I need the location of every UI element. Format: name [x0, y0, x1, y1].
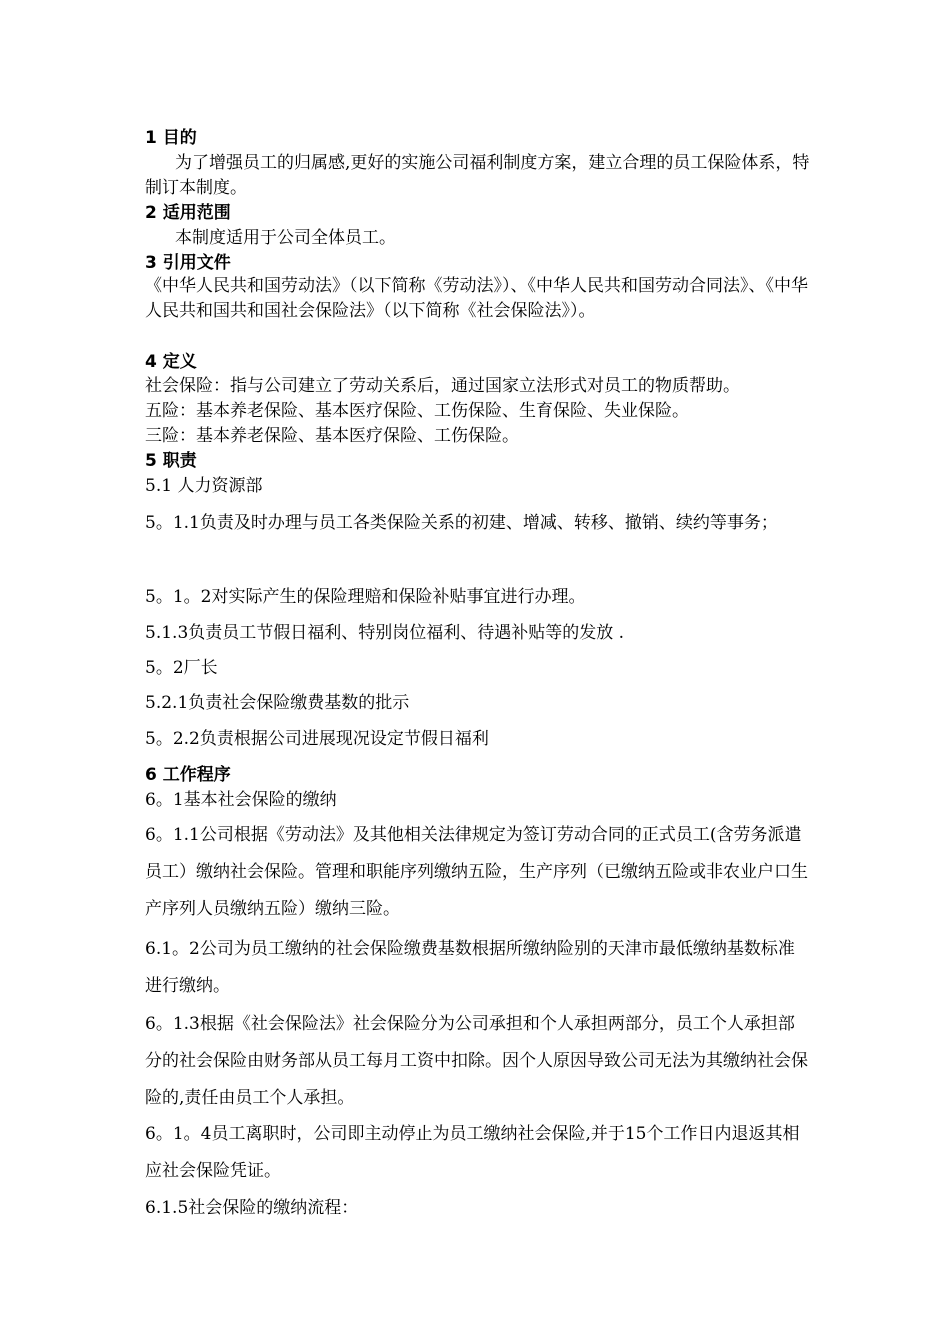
clause-5-1-2: 5。1。2对实际产生的保险理赔和保险补贴事宜进行办理。	[145, 587, 586, 607]
clause-6-1-3: 6。1.3根据《社会保险法》社会保险分为公司承担和个人承担两部分，员工个人承担部分的社会保险由财务部从员工每月工资中扣除。因个人原因导致公司无法为其缴纳社会保险的,责任由员工个人承担。	[145, 1014, 808, 1108]
clause-5-2-1: 5.2.1负责社会保险缴费基数的批示	[145, 693, 410, 713]
section-1-heading: 1 目的	[145, 128, 197, 148]
section-1-paragraph: 为了增强员工的归属感,更好的实施公司福利制度方案，建立合理的员工保险体系，特制订本制度。	[145, 153, 810, 198]
definition-three-insurances: 三险：基本养老保险、基本医疗保险、工伤保险。	[145, 426, 519, 446]
clause-6-1-4: 6。1。4员工离职时，公司即主动停止为员工缴纳社会保险,并于15个工作日内退返其相应社会保险凭证。	[145, 1124, 800, 1181]
clause-5-1-3: 5.1.3负责员工节假日福利、特别岗位福利、待遇补贴等的发放 .	[145, 623, 625, 643]
section-6-heading: 6 工作程序	[145, 765, 231, 785]
section-2-heading: 2 适用范围	[145, 203, 231, 223]
subsection-5-2: 5。2厂长	[145, 658, 218, 678]
definition-five-insurances: 五险：基本养老保险、基本医疗保险、工伤保险、生育保险、失业保险。	[145, 401, 689, 421]
clause-5-2-2: 5。2.2负责根据公司进展现况设定节假日福利	[145, 729, 489, 749]
clause-6-1-2: 6.1。2公司为员工缴纳的社会保险缴费基数根据所缴纳险别的天津市最低缴纳基数标准进行缴纳。	[145, 939, 795, 996]
subsection-5-1: 5.1 人力资源部	[145, 476, 263, 496]
subsection-6-1: 6。1基本社会保险的缴纳	[145, 790, 337, 810]
section-2-paragraph: 本制度适用于公司全体员工。	[175, 228, 396, 248]
section-5-heading: 5 职责	[145, 451, 197, 471]
definition-social-insurance: 社会保险：指与公司建立了劳动关系后，通过国家立法形式对员工的物质帮助。	[145, 376, 740, 396]
clause-5-1-1: 5。1.1负责及时办理与员工各类保险关系的初建、增减、转移、撤销、续约等事务；	[145, 513, 778, 533]
clause-6-1-5: 6.1.5社会保险的缴纳流程：	[145, 1198, 359, 1218]
section-3-paragraph: 《中华人民共和国劳动法》（以下简称《劳动法》）、《中华人民共和国劳动合同法》、《中华人民共和国共和国社会保险法》（以下简称《社会保险法》）。	[145, 276, 808, 321]
section-4-heading: 4 定义	[145, 352, 197, 372]
section-3-heading: 3 引用文件	[145, 253, 231, 273]
clause-6-1-1: 6。1.1公司根据《劳动法》及其他相关法律规定为签订劳动合同的正式员工(含劳务派遣员工）缴纳社会保险。管理和职能序列缴纳五险，生产序列（已缴纳五险或非农业户口生产序列人员缴纳五险）缴纳三险。	[145, 825, 808, 919]
